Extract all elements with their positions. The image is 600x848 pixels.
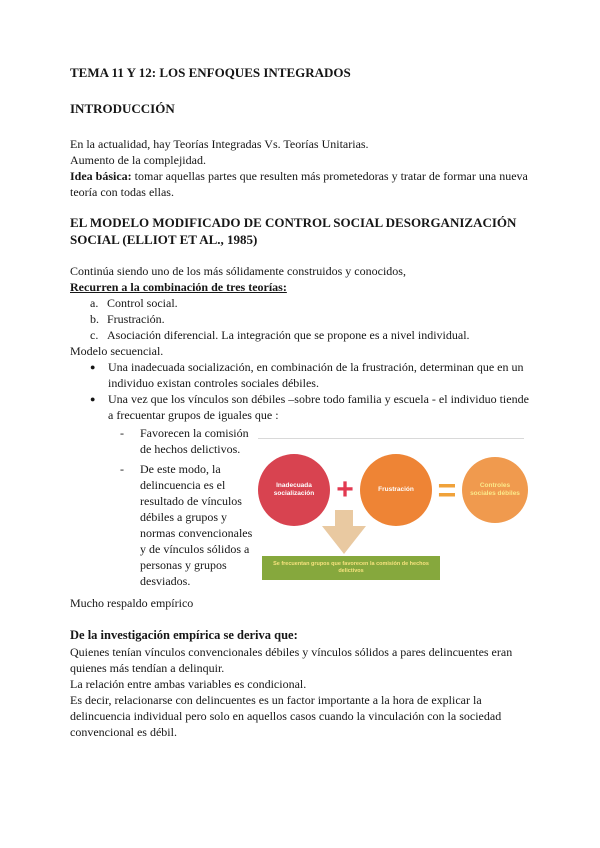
list-item <box>120 461 256 589</box>
conclusion-paragraph-1: Quienes tenían vínculos convencionales débiles y vínculos sólidos a pares delincuentes eran quienes más tendían a delinquir. <box>70 645 513 675</box>
section-heading-line-2: SOCIAL (ELLIOT ET AL., 1985) <box>70 232 258 247</box>
bullet-list <box>90 359 530 423</box>
model-paragraph-3: Modelo secuencial. <box>70 344 164 358</box>
page-title: TEMA 11 Y 12: LOS ENFOQUES INTEGRADOS <box>70 65 351 80</box>
list-item <box>90 311 530 327</box>
equals-sign-icon: = <box>437 472 457 508</box>
intro-heading: INTRODUCCIÓN <box>70 101 175 116</box>
diagram-circle-controles-debiles <box>462 457 528 523</box>
list-item <box>120 425 256 457</box>
idea-text: tomar aquellas partes que resulten más prometedoras y tratar de formar una nueva teoría con todas ellas. <box>70 169 528 199</box>
conclusion-heading: De la investigación empírica se deriva que: <box>70 628 298 642</box>
list-item-text: Control social. <box>107 296 178 310</box>
circle-label: Frustración <box>378 486 414 493</box>
dash-marker: - <box>120 462 124 476</box>
intro-line-1: En la actualidad, hay Teorías Integradas Vs. Teorías Unitarias. <box>70 137 369 151</box>
list-item-text: Frustración. <box>107 312 165 326</box>
sub-bullet-text: Favorecen la comisión de hechos delictivos. <box>140 426 249 456</box>
section-heading-model <box>70 214 530 248</box>
list-marker: c. <box>90 328 99 342</box>
model-paragraph-2: Recurren a la combinación de tres teorías: <box>70 280 287 294</box>
model-paragraph-4: Mucho respaldo empírico <box>70 596 194 610</box>
list-item-text: Asociación diferencial. La integración que se propone es a nivel individual. <box>107 328 470 342</box>
idea-label: Idea básica: <box>70 169 132 183</box>
sequential-model-diagram <box>258 423 530 580</box>
intro-line-2: Aumento de la complejidad. <box>70 153 206 167</box>
circle-label: Controles sociales débiles <box>470 482 520 497</box>
diagram-result-bar <box>262 556 440 580</box>
list-item <box>90 295 530 311</box>
list-marker: a. <box>90 296 99 310</box>
result-bar-label: Se frecuentan grupos que favorecen la comisión de hechos delictivos <box>273 561 429 574</box>
sub-bullet-column <box>70 423 256 593</box>
conclusion-paragraph-3: Es decir, relacionarse con delincuentes es un factor importante a la hora de explicar la delincuencia individual pero solo en aquellos casos cuando la vinculación con la sociedad convencional es débil. <box>70 693 502 739</box>
conclusion-block <box>70 644 530 740</box>
bullet-icon: ● <box>90 362 96 372</box>
diagram-equation-row <box>258 454 530 526</box>
section-heading-line-1: EL MODELO MODIFICADO DE CONTROL SOCIAL DESORGANIZACIÓN <box>70 215 517 230</box>
sub-bullet-text: De este modo, la delincuencia es el resultado de vínculos débiles a grupos y normas convencionales y de vínculos sólidos a personas y grupos desviados. <box>140 462 253 588</box>
intro-paragraph <box>70 136 530 200</box>
conclusion-paragraph-2: La relación entre ambas variables es condicional. <box>70 677 307 691</box>
circle-label: Inadecuada socialización <box>273 482 315 497</box>
bullet-text: Una vez que los vínculos son débiles –sobre todo familia y escuela - el individuo tiende a frecuentar grupos de iguales que : <box>108 392 529 422</box>
text-and-diagram-row <box>70 423 530 593</box>
dash-marker: - <box>120 426 124 440</box>
diagram-divider <box>258 438 524 439</box>
model-paragraph-1: Continúa siendo uno de los más sólidamente construidos y conocidos, <box>70 264 406 278</box>
intro-idea-line <box>70 168 530 200</box>
diagram-circle-inadecuada-socializacion <box>258 454 330 526</box>
abc-list <box>90 295 530 343</box>
diagram-circle-frustracion <box>360 454 432 526</box>
bullet-text: Una inadecuada socialización, en combinación de la frustración, determinan que en un individuo existan controles sociales débiles. <box>108 360 524 390</box>
list-item <box>90 327 530 343</box>
down-arrow-icon <box>322 510 366 554</box>
list-item <box>90 391 530 423</box>
plus-sign-icon: + <box>336 473 354 506</box>
list-marker: b. <box>90 312 99 326</box>
bullet-icon: ● <box>90 394 96 404</box>
list-item <box>90 359 530 391</box>
